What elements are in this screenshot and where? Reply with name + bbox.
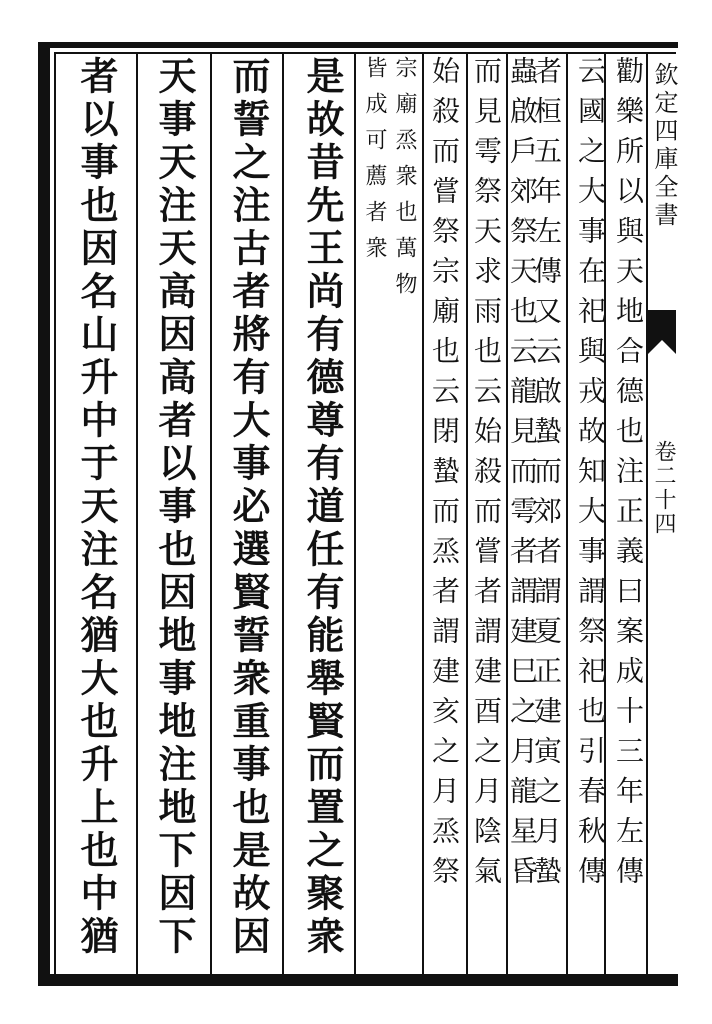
text-column-4: 蟲啟戶郊祭天也云龍見而雩者謂建巳之月龍星昏	[506, 56, 539, 896]
book-title: 欽定四庫全書	[650, 62, 678, 230]
fore-edge-line	[646, 54, 648, 974]
text-column-9: 是故昔先王尚有德尊有道任有能舉賢而置之聚衆	[300, 56, 345, 959]
text-column-5: 而見雩祭天求雨也云始殺而嘗者謂建酉之月陰氣	[470, 56, 503, 896]
volume-number: 卷二十四	[651, 440, 676, 536]
text-column-8: 皆成可薦者衆	[362, 56, 387, 272]
text-column-12: 者以事也因名山升中于天注名猶大也升上也中猶	[74, 56, 119, 959]
text-column-1: 勸樂所以與天地合德也注正義曰案成十三年左傳	[612, 56, 645, 896]
column-divider	[566, 54, 568, 974]
text-column-7: 宗廟烝衆也萬物	[392, 56, 417, 308]
column-divider	[210, 54, 212, 974]
column-divider	[466, 54, 468, 974]
text-column-11: 天事天注天高因高者以事也因地事地注地下因下	[152, 56, 197, 959]
text-column-2: 云國之大事在祀與戎故知大事謂祭祀也引春秋傳	[574, 56, 607, 896]
text-column-10: 而誓之注古者將有大事必選賢誓衆重事也是故因	[226, 56, 271, 959]
fishtail-notch	[648, 340, 676, 354]
text-column-6: 始殺而嘗祭宗廟也云閉蟄而烝者謂建亥之月烝祭	[428, 56, 461, 896]
fishtail-mark	[648, 310, 676, 340]
column-divider	[136, 54, 138, 974]
text-column-3: 者桓五年左傳又云啟蟄而郊者謂夏正建寅之月蟄	[530, 56, 563, 896]
column-divider	[282, 54, 284, 974]
column-divider	[422, 54, 424, 974]
column-divider	[354, 54, 356, 974]
